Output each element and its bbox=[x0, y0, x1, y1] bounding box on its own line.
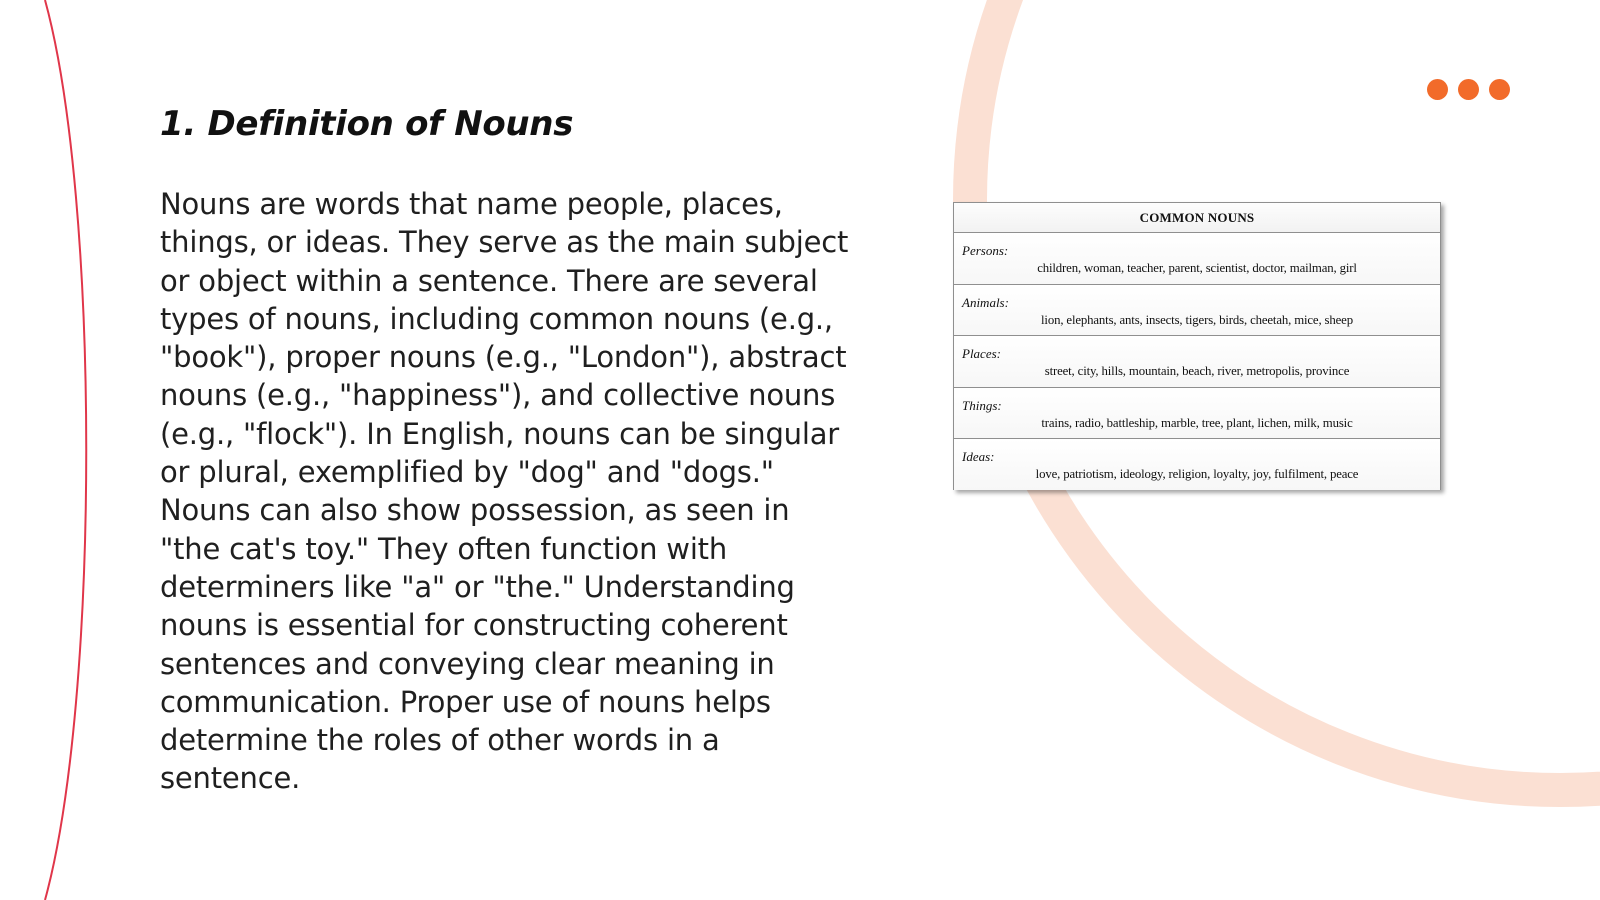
table-row-ideas bbox=[954, 439, 1440, 490]
row-items: lion, elephants, ants, insects, tigers, birds, cheetah, mice, sheep bbox=[1041, 312, 1353, 327]
common-nouns-table bbox=[953, 202, 1441, 490]
dot-3 bbox=[1489, 79, 1510, 100]
left-edge-curve bbox=[45, 0, 86, 900]
row-items: street, city, hills, mountain, beach, river, metropolis, province bbox=[1044, 364, 1350, 378]
table-row-persons bbox=[954, 233, 1440, 285]
table-heading: COMMON NOUNS bbox=[954, 203, 1440, 233]
slide-title: 1. Definition of Nouns bbox=[160, 104, 574, 144]
table-row-animals bbox=[954, 285, 1440, 337]
row-category: Things: bbox=[962, 397, 1002, 413]
row-items: love, patriotism, ideology, religion, loyalty, joy, fulfilment, peace bbox=[1035, 467, 1359, 481]
dot-2 bbox=[1458, 79, 1479, 100]
row-category: Ideas: bbox=[962, 449, 995, 464]
row-category: Animals: bbox=[962, 294, 1009, 310]
table-row-places bbox=[954, 336, 1440, 388]
row-category: Persons: bbox=[962, 243, 1009, 258]
dot-1 bbox=[1427, 79, 1448, 100]
slide-body-text: Nouns are words that name people, places, things, or ideas. They serve as the main subject or object within a sentence. There are several types of nouns, including common nouns (e.g., "book"), proper nouns (e.g., "London"), abstract nouns (e.g., "happiness"), and collective nouns (e.g., "flock"). In English, nouns can be singular or plural, exemplified by "dog" and "dogs." Nouns can also show possession, as seen in "the cat's toy." They often function with determiners like "a" or "the." Understanding nouns is essential for constructing coherent sentences and conveying clear meaning in communication. Proper use of nouns helps determine the roles of other words in a sentence. bbox=[160, 187, 849, 796]
row-items: children, woman, teacher, parent, scientist, doctor, mailman, girl bbox=[1037, 261, 1357, 275]
table-row-things bbox=[954, 388, 1440, 440]
row-items: trains, radio, battleship, marble, tree, plant, lichen, milk, music bbox=[1041, 415, 1353, 430]
row-category: Places: bbox=[962, 346, 1001, 361]
three-dots-icon bbox=[1427, 78, 1511, 102]
